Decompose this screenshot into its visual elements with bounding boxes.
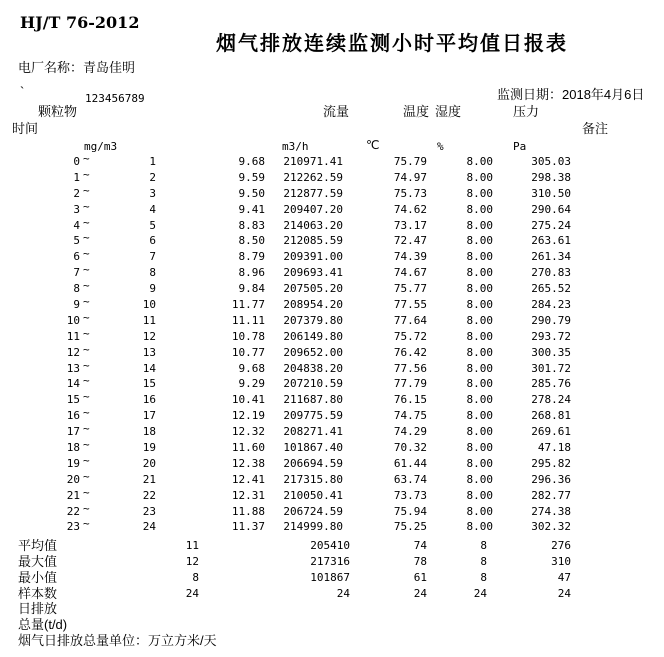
pm-cell: 11.60	[231, 441, 265, 455]
summary-temp-cell: 24	[413, 586, 427, 600]
hour-end-cell: 17	[142, 409, 156, 423]
summary-row	[0, 586, 664, 602]
summary-flow-cell: 217316	[310, 554, 350, 568]
serial-number: 123456789	[85, 92, 145, 105]
pm-cell: 9.29	[238, 377, 265, 391]
temp-cell: 73.73	[393, 488, 427, 502]
hour-end-cell: 8	[149, 266, 156, 280]
flow-cell: 214063.20	[283, 218, 343, 232]
flow-cell: 212877.59	[283, 186, 343, 200]
temp-cell: 70.32	[393, 441, 427, 455]
summary-row	[0, 570, 664, 586]
monitor-date-label: 监测日期：	[497, 87, 563, 102]
summary-row-label: 最大值	[18, 553, 58, 569]
hour-end-cell: 4	[149, 202, 156, 216]
summary-pm-cell: 12	[185, 554, 199, 568]
hour-start-cell: 2	[73, 186, 80, 200]
monitor-date-value: 2018年4月6日	[562, 87, 645, 102]
pressure-cell: 296.36	[531, 472, 571, 486]
hour-end-cell: 15	[142, 377, 156, 391]
hour-start-cell: 8	[73, 282, 80, 296]
pressure-cell: 278.24	[531, 393, 571, 407]
tilde-separator: ~	[83, 406, 90, 420]
unit-temp: ℃	[366, 138, 380, 152]
pressure-cell: 274.38	[531, 504, 571, 518]
pm-cell: 11.88	[231, 504, 265, 518]
humidity-cell: 8.00	[466, 361, 493, 375]
pressure-cell: 268.81	[531, 409, 571, 423]
summary-pressure-cell: 47	[557, 570, 571, 584]
humidity-cell: 8.00	[466, 409, 493, 423]
hour-end-cell: 11	[142, 313, 156, 327]
temp-cell: 74.39	[393, 250, 427, 264]
hour-end-cell: 23	[142, 504, 156, 518]
pm-cell: 12.19	[231, 409, 265, 423]
table-row	[0, 199, 664, 218]
flow-cell: 207379.80	[283, 313, 343, 327]
summary-row	[0, 538, 664, 554]
hour-start-cell: 5	[73, 234, 80, 248]
pm-cell: 8.79	[238, 250, 265, 264]
hour-start-cell: 19	[66, 456, 80, 470]
hour-start-cell: 20	[66, 472, 80, 486]
summary-pm-cell: 8	[192, 570, 199, 584]
tilde-separator: ~	[83, 358, 90, 372]
tilde-separator: ~	[83, 326, 90, 340]
summary-row	[0, 554, 664, 570]
hour-start-cell: 15	[66, 393, 80, 407]
report-title: 烟气排放连续监测小时平均值日报表	[216, 33, 568, 55]
pm-cell: 8.50	[238, 234, 265, 248]
unit-pm: mg/m3	[84, 140, 118, 153]
table-row	[0, 265, 664, 281]
tilde-separator: ~	[83, 438, 90, 452]
temp-cell: 63.74	[393, 472, 427, 486]
table-row	[0, 408, 664, 424]
humidity-cell: 8.00	[466, 186, 493, 200]
plant-name-line	[18, 60, 135, 75]
pm-cell: 12.32	[231, 425, 265, 439]
hour-end-cell: 3	[149, 186, 156, 200]
flue-gas-unit-note: 烟气日排放总量单位：万立方米/天	[18, 633, 217, 648]
humidity-cell: 8.00	[466, 329, 493, 343]
hour-start-cell: 21	[66, 488, 80, 502]
hour-end-cell: 5	[149, 218, 156, 232]
pm-cell: 10.77	[231, 345, 265, 359]
tilde-separator: ~	[83, 485, 90, 499]
summary-flow-cell: 101867	[310, 570, 350, 584]
hour-start-cell: 23	[66, 520, 80, 534]
pm-cell: 10.78	[231, 329, 265, 343]
humidity-cell: 8.00	[466, 504, 493, 518]
summary-pm-cell: 24	[185, 586, 199, 600]
hour-end-cell: 19	[142, 441, 156, 455]
hour-start-cell: 22	[66, 504, 80, 518]
hour-start-cell: 9	[73, 298, 80, 312]
pm-cell: 11.77	[231, 298, 265, 312]
temp-cell: 75.94	[393, 504, 427, 518]
tilde-separator: ~	[83, 422, 90, 436]
table-row	[0, 233, 664, 249]
pm-cell: 9.68	[238, 155, 265, 168]
table-row	[0, 469, 664, 488]
pressure-cell: 285.76	[531, 377, 571, 391]
pm-cell: 9.59	[238, 170, 265, 184]
summary-pm-cell: 11	[185, 539, 199, 552]
flow-cell: 204838.20	[283, 361, 343, 375]
table-row	[0, 326, 664, 345]
pm-cell: 9.41	[238, 202, 265, 216]
summary-humidity-cell: 24	[473, 586, 487, 600]
pressure-cell: 310.50	[531, 186, 571, 200]
hour-start-cell: 12	[66, 345, 80, 359]
temp-cell: 72.47	[393, 234, 427, 248]
temp-cell: 77.64	[393, 313, 427, 327]
hour-end-cell: 1	[149, 155, 156, 168]
tilde-separator: ~	[83, 342, 90, 356]
pressure-cell: 290.64	[531, 202, 571, 216]
summary-temp-cell: 74	[413, 539, 427, 552]
unit-pressure: Pa	[513, 140, 527, 153]
pressure-cell: 295.82	[531, 456, 571, 470]
tilde-separator: ~	[83, 263, 90, 277]
tilde-separator: ~	[83, 469, 90, 483]
pressure-cell: 300.35	[531, 345, 571, 359]
table-row	[0, 376, 664, 392]
humidity-cell: 8.00	[466, 282, 493, 296]
pm-cell: 10.41	[231, 393, 265, 407]
pressure-cell: 293.72	[531, 329, 571, 343]
flow-cell: 209407.20	[283, 202, 343, 216]
hour-start-cell: 1	[73, 170, 80, 184]
hour-start-cell: 11	[66, 329, 80, 343]
pm-cell: 9.84	[238, 282, 265, 296]
pm-cell: 12.31	[231, 488, 265, 502]
hour-start-cell: 3	[73, 202, 80, 216]
summary-temp-cell: 78	[413, 554, 427, 568]
hour-start-cell: 4	[73, 218, 80, 232]
flow-cell: 212262.59	[283, 170, 343, 184]
hour-start-cell: 6	[73, 250, 80, 264]
tilde-separator: ~	[83, 183, 90, 197]
table-row	[0, 183, 664, 202]
flow-cell: 209652.00	[283, 345, 343, 359]
pm-cell: 12.41	[231, 472, 265, 486]
table-row	[0, 392, 664, 408]
hour-end-cell: 20	[142, 456, 156, 470]
flow-cell: 101867.40	[283, 441, 343, 455]
pm-cell: 11.37	[231, 520, 265, 534]
pressure-cell: 270.83	[531, 266, 571, 280]
table-row	[0, 281, 664, 297]
flow-cell: 209775.59	[283, 409, 343, 423]
table-row	[0, 453, 664, 472]
pm-cell: 8.83	[238, 218, 265, 232]
flow-cell: 208271.41	[283, 425, 343, 439]
hour-end-cell: 16	[142, 393, 156, 407]
flow-cell: 208954.20	[283, 298, 343, 312]
tilde-separator: ~	[83, 199, 90, 213]
summary-humidity-cell: 8	[480, 539, 487, 552]
humidity-cell: 8.00	[466, 441, 493, 455]
temp-cell: 75.72	[393, 329, 427, 343]
tilde-separator: ~	[83, 247, 90, 261]
tilde-separator: ~	[83, 501, 90, 515]
table-row	[0, 249, 664, 265]
tilde-separator: ~	[83, 167, 90, 181]
summary-flow-cell: 24	[336, 586, 350, 600]
pressure-cell: 263.61	[531, 234, 571, 248]
column-header-pm: 颗粒物	[38, 104, 78, 119]
table-row	[0, 440, 664, 456]
table-row	[0, 519, 664, 535]
tilde-separator: ~	[83, 295, 90, 309]
daily-emission-label-line1: 日排放	[18, 601, 58, 616]
summary-row-label: 平均值	[18, 538, 58, 553]
temp-cell: 75.25	[393, 520, 427, 534]
hour-start-cell: 13	[66, 361, 80, 375]
summary-rows	[0, 538, 664, 602]
temp-cell: 75.79	[393, 155, 427, 168]
flow-cell: 214999.80	[283, 520, 343, 534]
humidity-cell: 8.00	[466, 456, 493, 470]
table-row	[0, 358, 664, 377]
summary-humidity-cell: 8	[480, 554, 487, 568]
summary-pressure-cell: 276	[551, 539, 571, 552]
tilde-separator: ~	[83, 231, 90, 245]
pressure-cell: 47.18	[537, 441, 571, 455]
flow-cell: 206149.80	[283, 329, 343, 343]
temp-cell: 74.67	[393, 266, 427, 280]
tilde-separator: ~	[83, 152, 90, 165]
hour-start-cell: 0	[73, 155, 80, 168]
humidity-cell: 8.00	[466, 488, 493, 502]
temp-cell: 74.75	[393, 409, 427, 423]
tilde-separator: ~	[83, 215, 90, 229]
column-header-time: 时间	[12, 121, 39, 136]
pm-cell: 8.96	[238, 266, 265, 280]
summary-pressure-cell: 24	[557, 586, 571, 600]
pressure-cell: 265.52	[531, 282, 571, 296]
standard-code: HJ/T 76-2012	[20, 13, 140, 32]
flow-cell: 212085.59	[283, 234, 343, 248]
unit-humidity: %	[437, 140, 444, 153]
temp-cell: 75.77	[393, 282, 427, 296]
flow-cell: 210971.41	[283, 155, 343, 168]
table-row	[0, 167, 664, 186]
flow-cell: 209693.41	[283, 266, 343, 280]
hour-end-cell: 22	[142, 488, 156, 502]
table-row	[0, 215, 664, 234]
hour-start-cell: 10	[66, 313, 80, 327]
temp-cell: 77.55	[393, 298, 427, 312]
flow-cell: 217315.80	[283, 472, 343, 486]
flow-cell: 206724.59	[283, 504, 343, 518]
temp-cell: 76.15	[393, 393, 427, 407]
flow-cell: 211687.80	[283, 393, 343, 407]
humidity-cell: 8.00	[466, 266, 493, 280]
tilde-separator: ~	[83, 517, 90, 531]
pressure-cell: 282.77	[531, 488, 571, 502]
pressure-cell: 298.38	[531, 170, 571, 184]
pressure-cell: 290.79	[531, 313, 571, 327]
humidity-cell: 8.00	[466, 234, 493, 248]
column-header-flow: 流量	[323, 104, 350, 119]
humidity-cell: 8.00	[466, 170, 493, 184]
pm-cell: 9.68	[238, 361, 265, 375]
table-row	[0, 297, 664, 313]
hour-end-cell: 14	[142, 361, 156, 375]
table-row	[0, 424, 664, 440]
humidity-cell: 8.00	[466, 377, 493, 391]
flow-cell: 207210.59	[283, 377, 343, 391]
humidity-cell: 8.00	[466, 250, 493, 264]
pressure-cell: 302.32	[531, 520, 571, 534]
temp-cell: 77.79	[393, 377, 427, 391]
table-row	[0, 485, 664, 504]
pm-cell: 12.38	[231, 456, 265, 470]
summary-flow-cell: 205410	[310, 539, 350, 552]
temp-cell: 74.62	[393, 202, 427, 216]
hour-end-cell: 13	[142, 345, 156, 359]
hour-start-cell: 16	[66, 409, 80, 423]
plant-name-label: 电厂名称：	[18, 60, 84, 75]
tilde-separator: ~	[83, 279, 90, 293]
humidity-cell: 8.00	[466, 155, 493, 168]
humidity-cell: 8.00	[466, 520, 493, 534]
flow-cell: 206694.59	[283, 456, 343, 470]
hour-end-cell: 12	[142, 329, 156, 343]
humidity-cell: 8.00	[466, 202, 493, 216]
temp-cell: 74.97	[393, 170, 427, 184]
unit-flow: m3/h	[282, 140, 309, 153]
hour-start-cell: 14	[66, 377, 80, 391]
pm-cell: 11.11	[231, 313, 265, 327]
summary-temp-cell: 61	[413, 570, 427, 584]
summary-row-label: 样本数	[18, 585, 58, 601]
hour-end-cell: 18	[142, 425, 156, 439]
humidity-cell: 8.00	[466, 313, 493, 327]
summary-humidity-cell: 8	[480, 570, 487, 584]
column-header-remark: 备注	[582, 121, 609, 136]
pm-cell: 9.50	[238, 186, 265, 200]
temp-cell: 76.42	[393, 345, 427, 359]
daily-emission-label-line2: 总量(t/d)	[18, 617, 68, 632]
pressure-cell: 269.61	[531, 425, 571, 439]
hour-end-cell: 6	[149, 234, 156, 248]
humidity-cell: 8.00	[466, 393, 493, 407]
table-row	[0, 342, 664, 361]
summary-pressure-cell: 310	[551, 554, 571, 568]
humidity-cell: 8.00	[466, 218, 493, 232]
pressure-cell: 305.03	[531, 155, 571, 168]
temp-cell: 73.17	[393, 218, 427, 232]
temp-cell: 75.73	[393, 186, 427, 200]
flow-cell: 210050.41	[283, 488, 343, 502]
hour-end-cell: 21	[142, 472, 156, 486]
hour-end-cell: 24	[142, 520, 156, 534]
hour-end-cell: 9	[149, 282, 156, 296]
column-header-temp: 温度	[403, 104, 430, 119]
pressure-cell: 284.23	[531, 298, 571, 312]
plant-name-value: 青岛佳明	[83, 60, 136, 75]
column-header-humidity: 湿度	[435, 104, 462, 119]
pressure-cell: 261.34	[531, 250, 571, 264]
flow-cell: 207505.20	[283, 282, 343, 296]
humidity-cell: 8.00	[466, 425, 493, 439]
hour-start-cell: 18	[66, 441, 80, 455]
humidity-cell: 8.00	[466, 472, 493, 486]
tilde-separator: ~	[83, 453, 90, 467]
table-row	[0, 154, 664, 170]
hour-start-cell: 7	[73, 266, 80, 280]
tilde-separator: ~	[83, 390, 90, 404]
table-row	[0, 310, 664, 329]
temp-cell: 77.56	[393, 361, 427, 375]
hour-start-cell: 17	[66, 425, 80, 439]
temp-cell: 74.29	[393, 425, 427, 439]
table-row	[0, 501, 664, 520]
pressure-cell: 301.72	[531, 361, 571, 375]
column-header-pressure: 压力	[513, 104, 540, 119]
hour-rows	[0, 154, 664, 535]
pressure-cell: 275.24	[531, 218, 571, 232]
tilde-separator: ~	[83, 374, 90, 388]
hour-end-cell: 10	[142, 298, 156, 312]
flow-cell: 209391.00	[283, 250, 343, 264]
corner-mark: `	[20, 84, 25, 99]
hour-end-cell: 2	[149, 170, 156, 184]
humidity-cell: 8.00	[466, 298, 493, 312]
temp-cell: 61.44	[393, 456, 427, 470]
summary-row-label: 最小值	[18, 569, 58, 585]
tilde-separator: ~	[83, 310, 90, 324]
monitor-date-line	[497, 87, 644, 102]
humidity-cell: 8.00	[466, 345, 493, 359]
hour-end-cell: 7	[149, 250, 156, 264]
